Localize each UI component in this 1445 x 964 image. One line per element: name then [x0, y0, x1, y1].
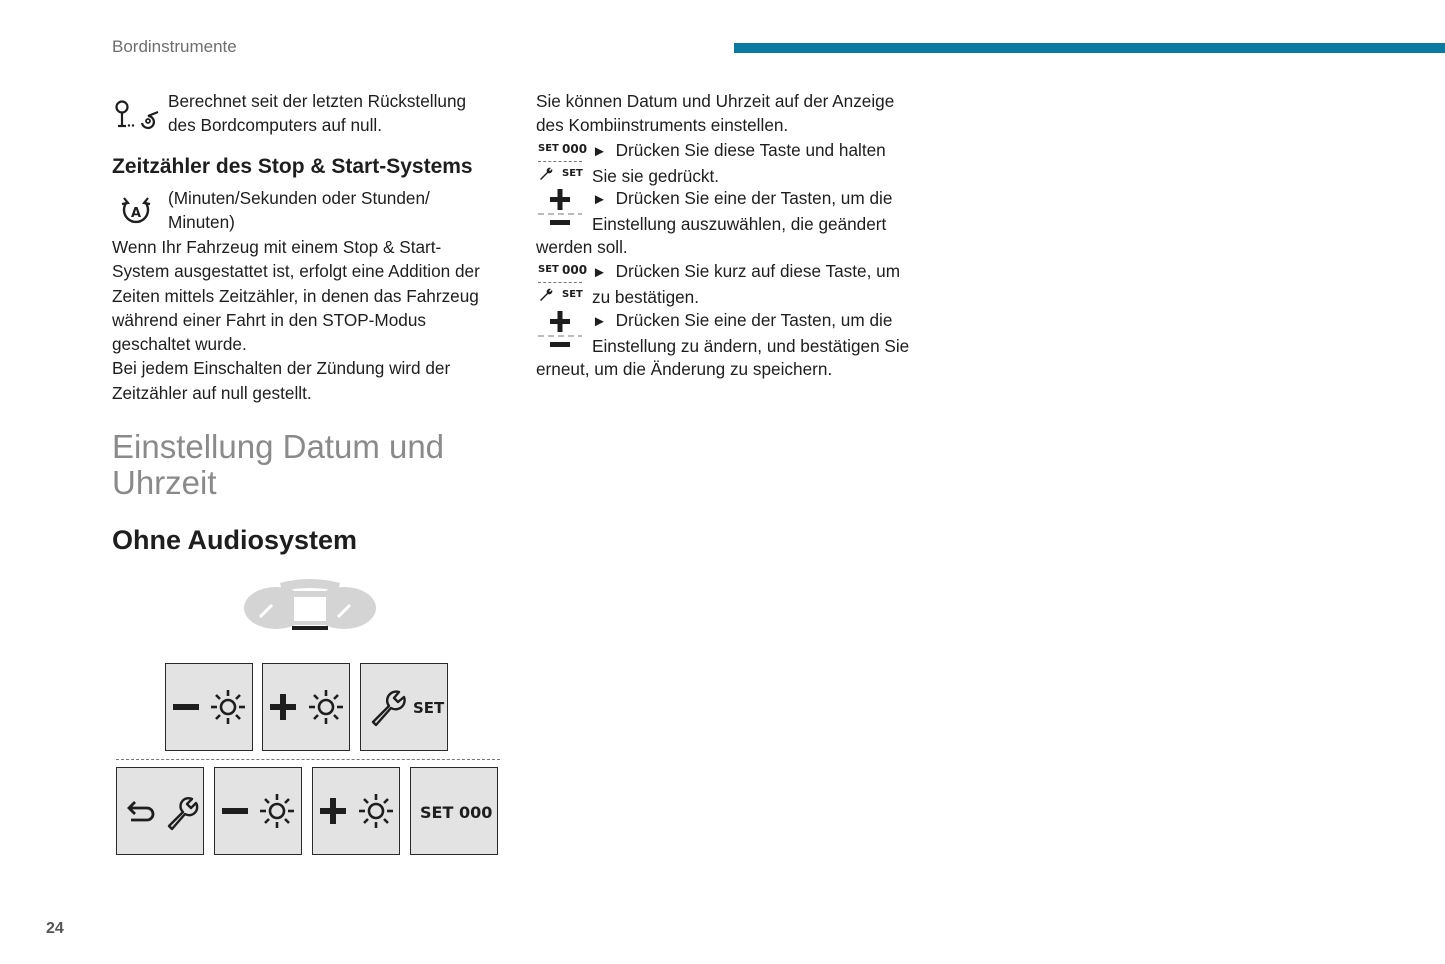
text-line: des Kombiinstruments einstellen. [536, 115, 789, 136]
mini-000-label: 000 [562, 142, 588, 156]
page-number: 24 [46, 920, 64, 937]
stop-start-units [168, 186, 430, 235]
brightness-minus-button[interactable] [165, 663, 253, 751]
step-1-line-1: Drücken Sie diese Taste und halten [615, 140, 886, 160]
arrow-icon: ► [592, 143, 607, 160]
mini-plus-minus-icon [536, 187, 586, 233]
datetime-intro [536, 89, 894, 138]
trip-reset-icon [112, 99, 162, 131]
text-line: Zeiten mittels Zeitzähler, in denen das Fahrzeug [112, 285, 479, 306]
text-line: des Bordcomputers auf null. [168, 115, 383, 136]
button-row-divider [116, 759, 500, 760]
wrench-icon [539, 287, 553, 301]
step-3-line-2: zu bestätigen. [592, 287, 700, 308]
step-2-line-1: Drücken Sie eine der Tasten, um die [615, 188, 893, 208]
step-2 [592, 186, 892, 237]
text-line: System ausgestattet ist, erfolgt eine Addition der [112, 261, 480, 282]
minus-sun-icon [166, 664, 254, 752]
step-3-line-1: Drücken Sie kurz auf diese Taste, um [615, 261, 901, 281]
mini-plus-minus-icon [536, 309, 586, 355]
text-line: Berechnet seit der letzten Rückstellung [168, 91, 467, 111]
mini-set-label: SET [562, 289, 583, 300]
trip-reset-text [168, 89, 466, 138]
step-1-line-2: Sie sie gedrückt. [592, 166, 720, 187]
text-line: geschaltet wurde. [112, 334, 247, 355]
minus-sun-icon [215, 768, 303, 856]
step-line [592, 138, 886, 164]
value-minus-button[interactable] [214, 767, 302, 855]
text-line: Minuten) [168, 212, 235, 233]
plus-sun-icon [313, 768, 401, 856]
title-line: Uhrzeit [112, 464, 217, 501]
step-4 [592, 308, 909, 359]
step-1 [592, 138, 886, 189]
section-label: Bordinstrumente [112, 37, 237, 56]
text-line: während einer Fahrt in den STOP-Modus [112, 309, 426, 330]
wrench-icon [539, 166, 553, 180]
value-plus-button[interactable] [312, 767, 400, 855]
title-line: Einstellung Datum und [112, 428, 445, 465]
arrow-icon: ► [592, 191, 607, 208]
mini-set-label: SET [538, 264, 559, 275]
stop-start-title: Zeitzähler des Stop & Start-Systems [112, 155, 473, 178]
step-4-line-3: erneut, um die Änderung zu speichern. [536, 359, 833, 379]
arrow-icon: ► [592, 264, 607, 281]
text-line: Zeitzähler auf null gestellt. [112, 382, 312, 403]
text-line: Wenn Ihr Fahrzeug mit einem Stop & Start- [112, 237, 442, 257]
back-wrench-button[interactable] [116, 767, 204, 855]
back-wrench-icon [117, 768, 205, 856]
set-000-button[interactable] [410, 767, 498, 855]
mini-set-label: SET [538, 143, 559, 154]
text-line: Sie können Datum und Uhrzeit auf der Anzeige [536, 91, 895, 111]
svg-text:A: A [130, 206, 142, 221]
step-4-line-1: Drücken Sie eine der Tasten, um die [615, 310, 893, 330]
mini-set-keys-icon [536, 261, 586, 307]
wrench-set-button[interactable] [360, 663, 448, 751]
brightness-plus-button[interactable] [262, 663, 350, 751]
mini-divider [538, 161, 582, 162]
step-4-line-2: Einstellung zu ändern, und bestätigen Sie [592, 336, 910, 357]
accent-bar [734, 43, 1445, 53]
mini-set-keys-icon [536, 140, 586, 186]
arrow-icon: ► [592, 313, 607, 330]
plus-sun-icon [263, 664, 351, 752]
step-2-line-2: Einstellung auszuwählen, die geändert [592, 214, 887, 235]
mini-000-label: 000 [562, 263, 588, 277]
step-line [592, 259, 900, 285]
step-line [592, 308, 909, 334]
set-label: SET [413, 699, 445, 717]
mini-set-label: SET [562, 168, 583, 179]
datetime-section-title [112, 429, 444, 501]
no-audio-title: Ohne Audiosystem [112, 525, 358, 555]
instrument-cluster-illustration [242, 577, 378, 633]
text-line: (Minuten/Sekunden oder Stunden/ [168, 188, 430, 208]
stop-start-a-icon [119, 194, 153, 228]
step-3 [592, 259, 900, 310]
set-000-label: SET 000 [420, 803, 493, 822]
text-line: Bei jedem Einschalten der Zündung wird der [112, 358, 451, 379]
step-2-line-3: werden soll. [536, 237, 628, 257]
stop-start-paragraph [112, 235, 480, 405]
step-line [592, 186, 892, 212]
mini-divider [538, 282, 582, 283]
